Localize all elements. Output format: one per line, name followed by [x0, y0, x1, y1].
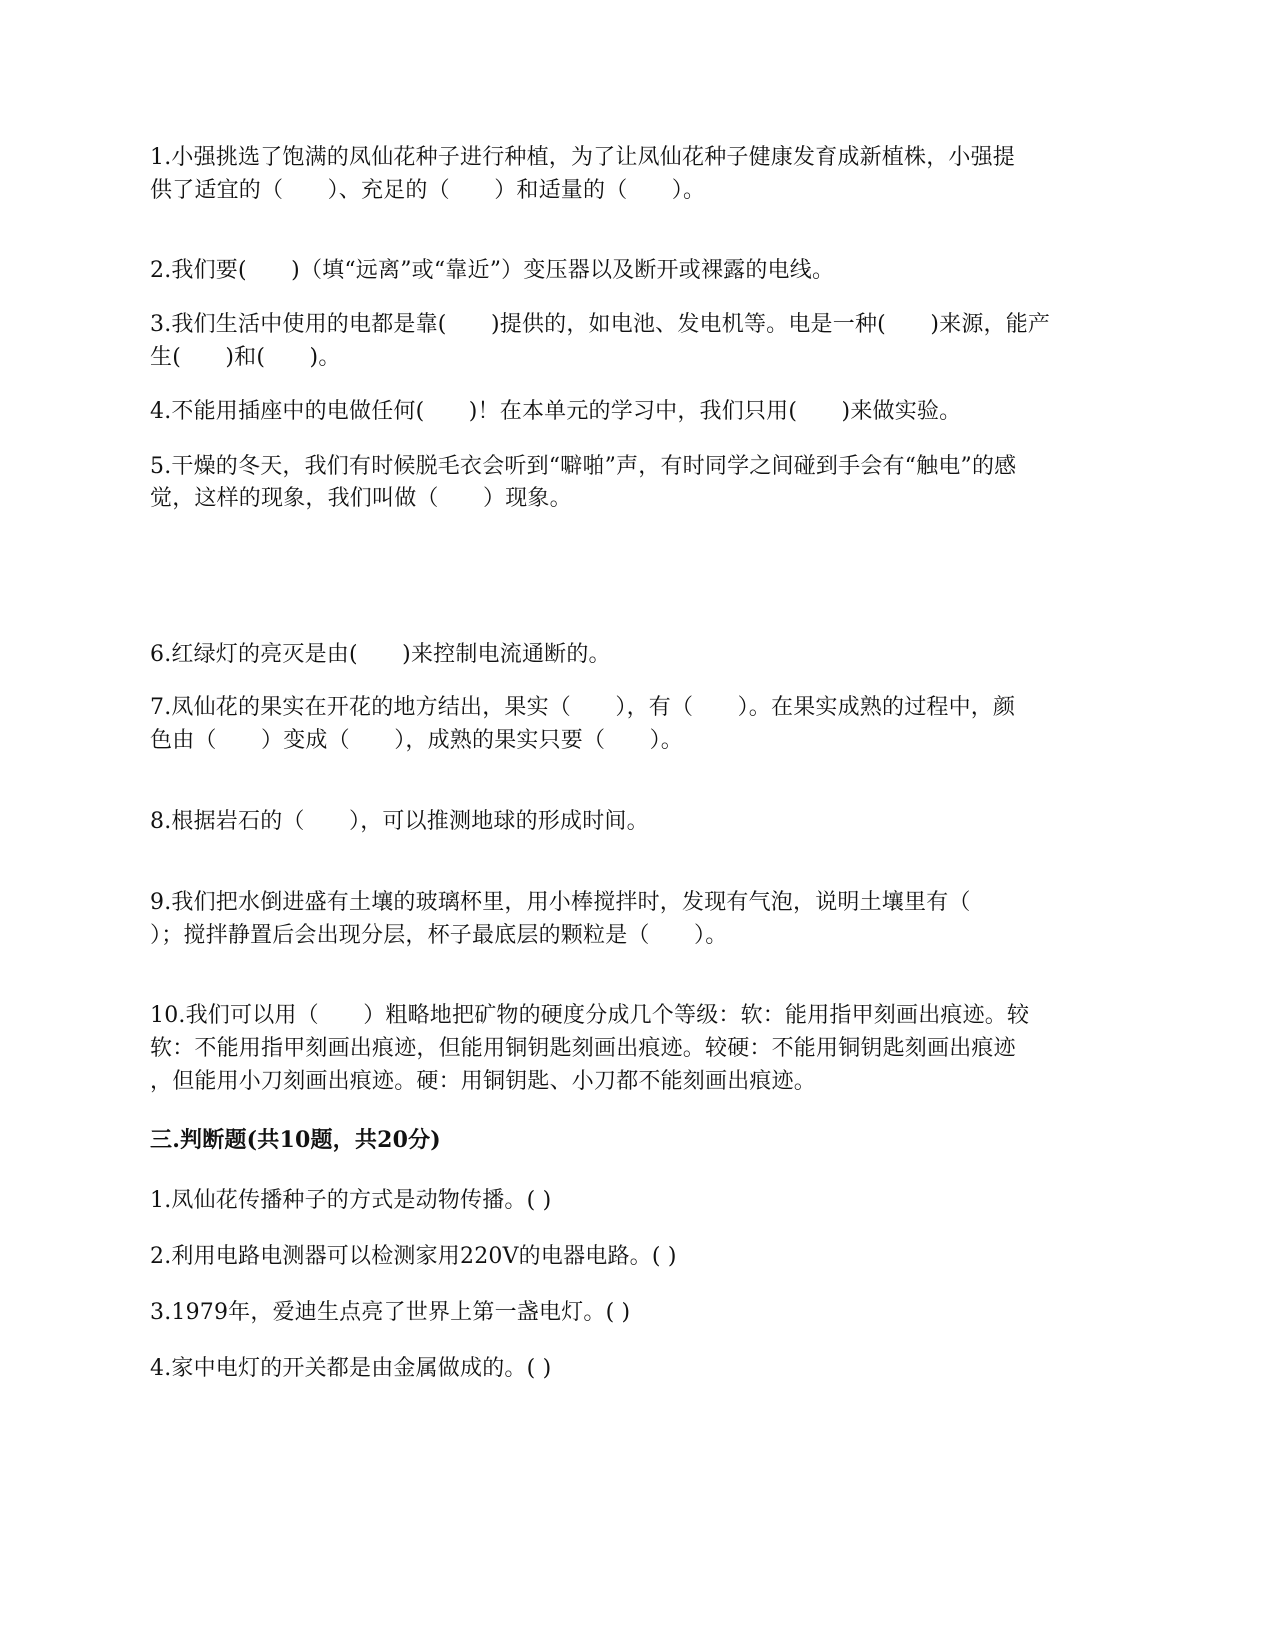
question-10-line-1: 10.我们可以用（ ）粗略地把矿物的硬度分成几个等级：软：能用指甲刻画出痕迹。较	[150, 1003, 1030, 1028]
question-7-line-1: 7.凤仙花的果实在开花的地方结出，果实（ ），有（ ）。在果实成熟的过程中，颜	[150, 695, 1016, 720]
question-3-line-1: 3.我们生活中使用的电都是靠( )提供的，如电池、发电机等。电是一种( )来源，能产	[150, 312, 1051, 337]
question-4-line-1: 4.不能用插座中的电做任何( )！在本单元的学习中，我们只用( )来做实验。	[150, 399, 962, 424]
question-10-line-2: 软：不能用指甲刻画出痕迹，但能用铜钥匙刻画出痕迹。较硬：不能用铜钥匙刻画出痕迹	[150, 1036, 1016, 1061]
judgement-item-3: 3.1979年，爱迪生点亮了世界上第一盏电灯。( )	[150, 1300, 631, 1325]
question-1-line-1: 1.小强挑选了饱满的凤仙花种子进行种植，为了让凤仙花种子健康发育成新植株，小强提	[150, 145, 1015, 170]
question-3-line-2: 生( )和( )。	[150, 345, 341, 370]
judgement-item-2: 2.利用电路电测器可以检测家用220V的电器电路。( )	[150, 1244, 677, 1269]
question-8-line-1: 8.根据岩石的（ ），可以推测地球的形成时间。	[150, 809, 649, 834]
question-9-line-2: ）；搅拌静置后会出现分层，杯子最底层的颗粒是（ ）。	[150, 923, 728, 948]
question-7-line-2: 色由（ ）变成（ ），成熟的果实只要（ ）。	[150, 728, 684, 753]
section-three-heading: 三.判断题(共10题，共20分)	[150, 1127, 441, 1153]
question-5-line-2: 觉，这样的现象，我们叫做（ ）现象。	[150, 486, 572, 511]
judgement-item-4: 4.家中电灯的开关都是由金属做成的。( )	[150, 1356, 552, 1381]
question-10-line-3: ，但能用小刀刻画出痕迹。硬：用铜钥匙、小刀都不能刻画出痕迹。	[150, 1069, 817, 1094]
question-5-line-1: 5.干燥的冬天，我们有时候脱毛衣会听到“噼啪”声，有时同学之间碰到手会有“触电”的感	[150, 454, 1017, 479]
question-6-line-1: 6.红绿灯的亮灭是由( )来控制电流通断的。	[150, 642, 611, 667]
question-9-line-1: 9.我们把水倒进盛有土壤的玻璃杯里，用小棒搅拌时，发现有气泡，说明土壤里有（	[150, 890, 971, 915]
judgement-item-1: 1.凤仙花传播种子的方式是动物传播。( )	[150, 1188, 552, 1213]
question-2-line-1: 2.我们要( )（填“远离”或“靠近”）变压器以及断开或裸露的电线。	[150, 258, 835, 283]
question-1-line-2: 供了适宜的（ ）、充足的（ ）和适量的（ ）。	[150, 178, 706, 203]
